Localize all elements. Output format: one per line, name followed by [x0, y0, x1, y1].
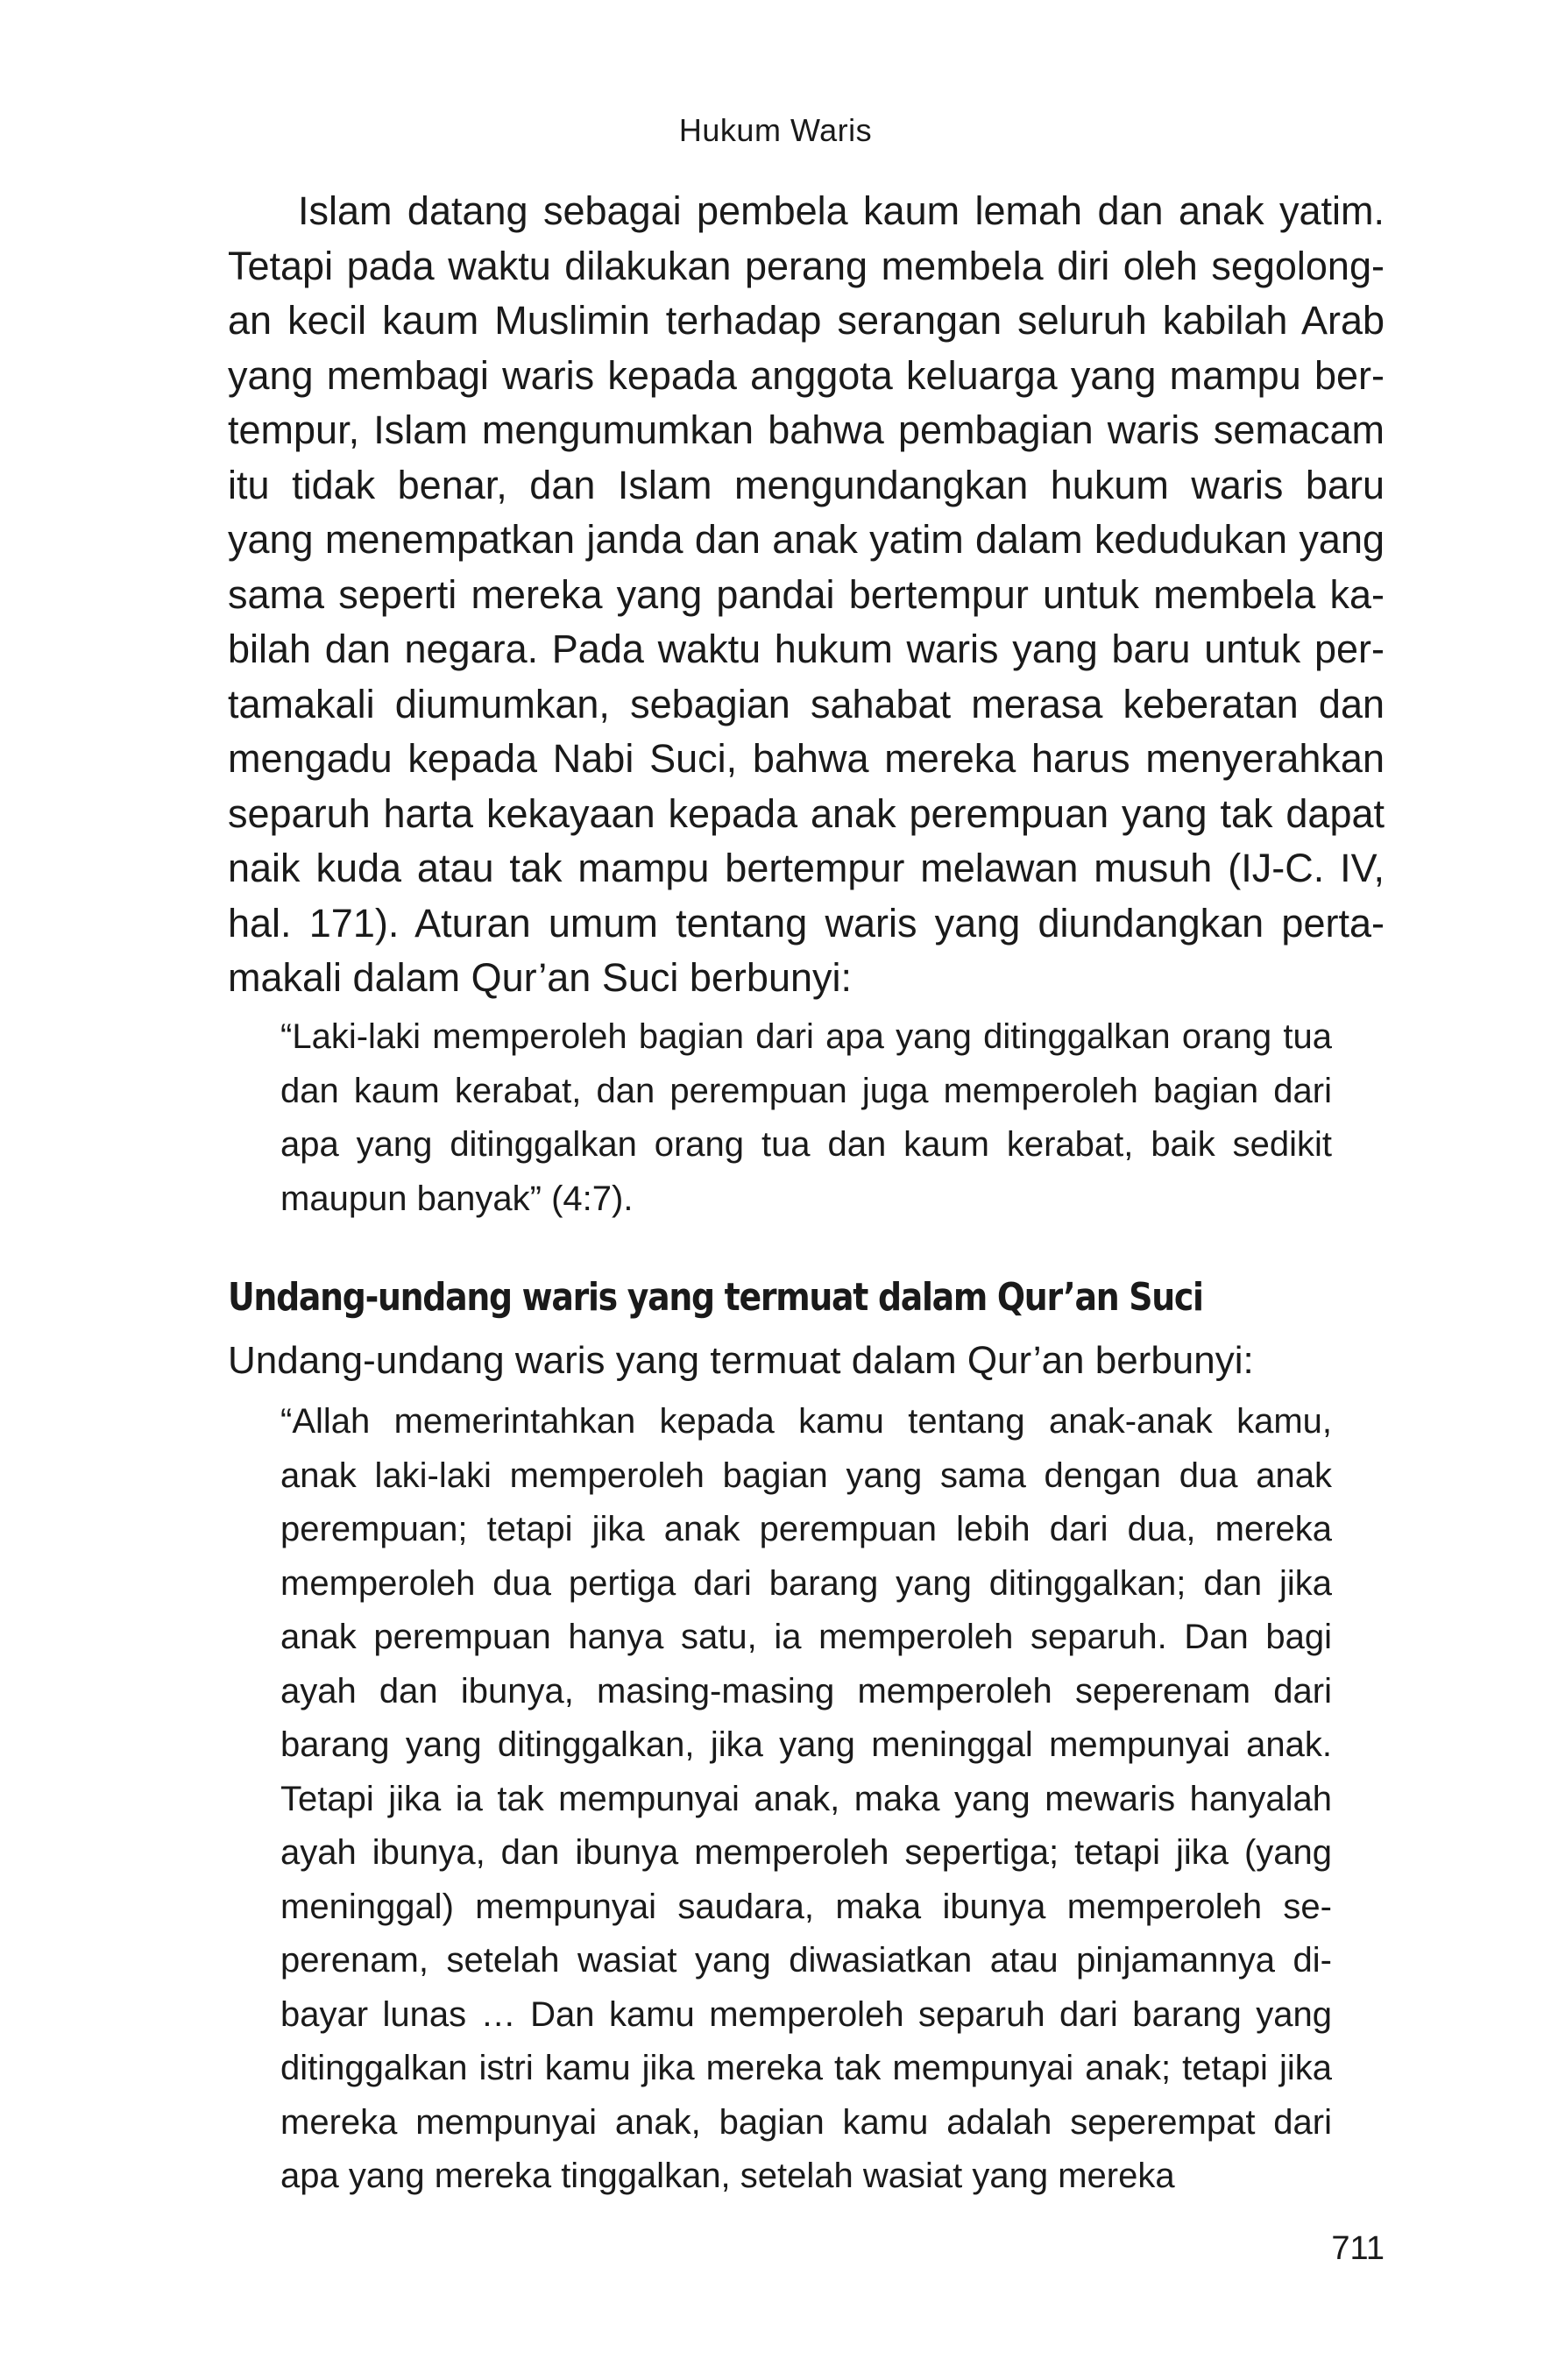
intro-quote: “Laki-laki memperoleh bagian dari apa yang ditinggalkan orang tua dan kaum kerabat, dan perempuan juga memperoleh bagian dari apa yang ditinggalkan orang tua dan kaum kerabat, baik sedikit maupun banyak” (4:7). — [280, 1017, 1332, 1218]
page-number: 711 — [1331, 2230, 1385, 2267]
section-quote: “Allah memerintahkan kepada kamu tentang anak-anak kamu, anak laki-laki memperoleh bagian yang sama dengan dua anak perempuan; tetapi jika anak perempuan lebih dari dua, mereka memperoleh dua pertiga dari barang yang ditinggalkan; dan jika anak perempuan hanya satu, ia memperoleh separuh. Dan bagi ayah dan ibunya, masing-masing memperoleh seperenam dari barang yang ditinggalkan, jika yang meninggal mempunyai anak. Tetapi jika ia tak mempunyai anak, maka yang mewaris hanyalah ayah ibunya, dan ibunya memperoleh sepertiga; tetapi jika (yang meninggal) mempunyai saudara, maka ibunya memperoleh seperenam, setelah wasiat yang diwasiatkan atau pinjamannya dibayar lunas … Dan kamu memperoleh separuh dari barang yang ditinggalkan istri kamu jika mereka tak mempunyai anak; tetapi jika mereka mempunyai anak, bagian kamu adalah seperempat dari apa yang mereka tinggalkan, setelah wasiat yang mereka — [280, 1402, 1332, 2195]
intro-paragraph: Islam datang sebagai pembela kaum lemah dan anak yatim. Tetapi pada waktu dilakukan perang membela diri oleh segolongan kecil kaum Muslimin terhadap serangan seluruh kabilah Arab yang membagi waris kepada anggota keluarga yang mampu bertempur, Islam mengumumkan bahwa pembagian waris semacam itu tidak benar, dan Islam mengundangkan hukum waris baru yang menempatkan janda dan anak yatim dalam kedudukan yang sama seperti mereka yang pandai bertempur untuk membela kabilah dan negara. Pada waktu hukum waris yang baru untuk pertamakali diumumkan, sebagian sahabat merasa keberatan dan mengadu kepada Nabi Suci, bahwa mereka harus menyerahkan separuh harta kekayaan kepada anak perempuan yang tak dapat naik kuda atau tak mampu bertempur melawan musuh (IJ-C. IV, hal. 171). Aturan umum tentang waris yang diundangkan pertamakali dalam Qur’an Suci berbunyi: — [228, 188, 1385, 1000]
running-head-title: Hukum Waris — [678, 112, 873, 148]
section-lead: Undang-undang waris yang termuat dalam Qur’an berbunyi: — [228, 1339, 1254, 1382]
section-heading: Undang-undang waris yang termuat dalam Qur’an Suci — [228, 1275, 1203, 1320]
